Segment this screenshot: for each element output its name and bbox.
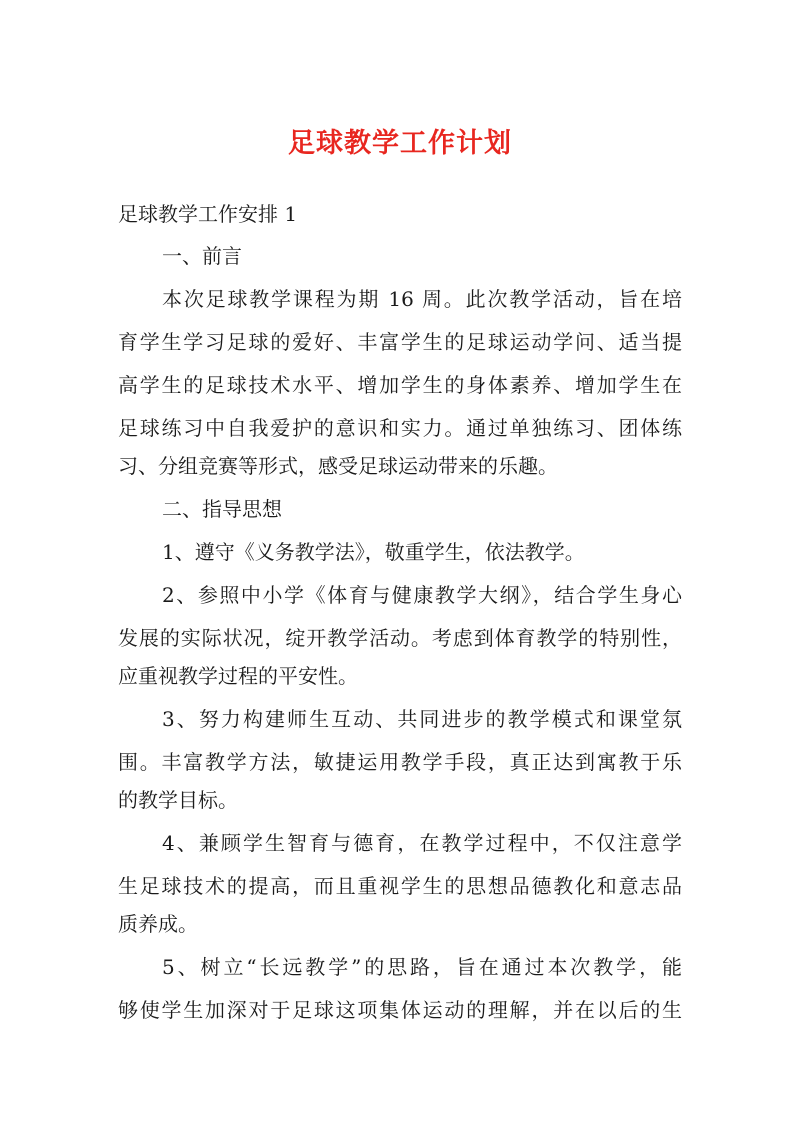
paragraph-line: 1、遵守《义务教学法》，敬重学生，依法教学。 <box>162 540 585 564</box>
paragraph-line: 发展的实际状况，绽开教学活动。考虑到体育教学的特别性， <box>118 626 682 650</box>
subheading-guiding-ideas: 二、指导思想 <box>162 497 282 521</box>
paragraph-line: 育学生学习足球的爱好、丰富学生的足球运动学问、适当提 <box>118 330 682 354</box>
paragraph-line: 4、兼顾学生智育与德育，在教学过程中，不仅注意学 <box>162 831 682 855</box>
paragraph-line: 生足球技术的提高，而且重视学生的思想品德教化和意志品 <box>118 874 682 898</box>
paragraph-line: 质养成。 <box>118 912 198 936</box>
paragraph-line: 2、参照中小学《体育与健康教学大纲》，结合学生身心 <box>162 583 682 607</box>
paragraph-line: 本次足球教学课程为期 16 周。此次教学活动，旨在培 <box>162 287 682 311</box>
paragraph-line: 习、分组竞赛等形式，感受足球运动带来的乐趣。 <box>118 454 558 478</box>
paragraph-line: 高学生的足球技术水平、增加学生的身体素养、增加学生在 <box>118 373 682 397</box>
document-title: 足球教学工作计划 <box>288 128 512 159</box>
paragraph-line: 足球练习中自我爱护的意识和实力。通过单独练习、团体练 <box>118 416 682 440</box>
subheading-preface: 一、前言 <box>162 244 242 268</box>
paragraph-line: 3、努力构建师生互动、共同进步的教学模式和课堂氛 <box>162 707 682 731</box>
paragraph-line: 5、树立“长远教学”的思路，旨在通过本次教学，能 <box>162 955 682 979</box>
paragraph-line: 的教学目标。 <box>118 788 238 812</box>
section-heading: 足球教学工作安排 1 <box>118 202 298 226</box>
paragraph-line: 够使学生加深对于足球这项集体运动的理解，并在以后的生 <box>118 998 682 1022</box>
paragraph-line: 应重视教学过程的平安性。 <box>118 664 358 688</box>
paragraph-line: 围。丰富教学方法，敏捷运用教学手段，真正达到寓教于乐 <box>118 750 682 774</box>
